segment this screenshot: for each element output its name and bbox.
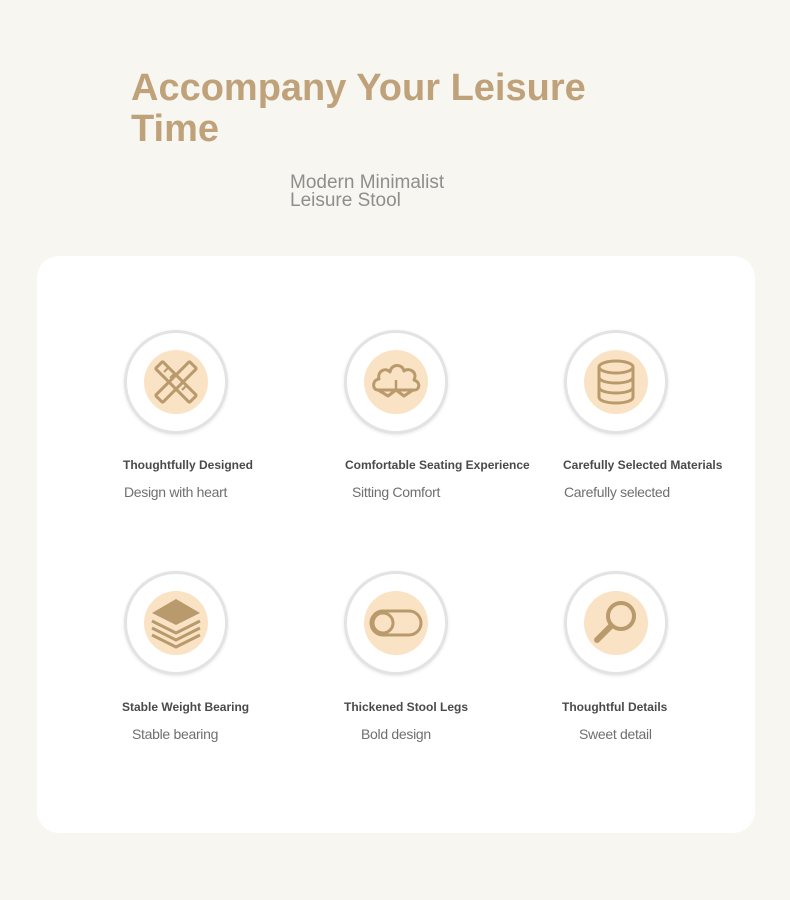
ruler-pencil-icon — [144, 350, 208, 414]
feature-title: Comfortable Seating Experience — [345, 458, 530, 472]
feature-desc: Carefully selected — [564, 484, 670, 500]
hero-subtitle: Modern Minimalist Leisure Stool — [290, 172, 445, 211]
feature-icon-ring — [124, 571, 228, 675]
feature-icon-ring — [124, 330, 228, 434]
feature-title: Carefully Selected Materials — [563, 458, 723, 472]
feature-title: Thoughtfully Designed — [123, 458, 253, 472]
feature-desc: Stable bearing — [132, 726, 219, 742]
feature-desc: Sitting Comfort — [352, 484, 441, 500]
feature-comfortable-seating — [344, 330, 544, 510]
feature-icon-ring — [344, 330, 448, 434]
feature-icon-ring — [344, 571, 448, 675]
feature-stable-weight-bearing — [124, 571, 324, 751]
features-card — [37, 256, 755, 833]
feature-thoughtful-details — [564, 571, 764, 751]
feature-icon-ring — [564, 571, 668, 675]
feature-title: Thoughtful Details — [562, 700, 668, 714]
feature-thickened-stool-legs — [344, 571, 544, 751]
feature-desc: Sweet detail — [579, 726, 652, 742]
feature-title: Thickened Stool Legs — [344, 700, 469, 714]
toggle-capsule-icon — [364, 591, 428, 655]
feature-title: Stable Weight Bearing — [122, 700, 250, 714]
feature-thoughtfully-designed — [124, 330, 324, 510]
layers-icon — [144, 591, 208, 655]
database-stack-icon — [584, 350, 648, 414]
feature-icon-ring — [564, 330, 668, 434]
feature-desc: Design with heart — [124, 484, 228, 500]
magnifier-icon — [584, 591, 648, 655]
feature-selected-materials — [564, 330, 764, 510]
cotton-icon — [364, 350, 428, 414]
hero-title: Accompany Your Leisure Time — [131, 67, 586, 150]
feature-desc: Bold design — [361, 726, 431, 742]
